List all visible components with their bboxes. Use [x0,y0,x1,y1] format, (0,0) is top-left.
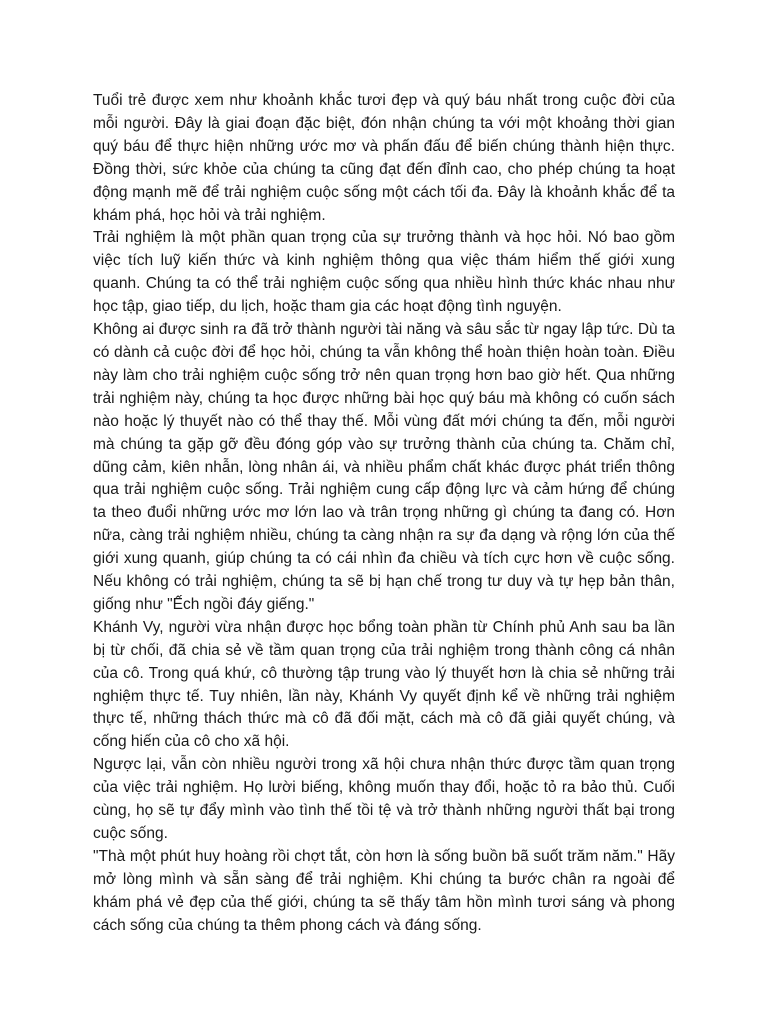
paragraph-counter-argument: Ngược lại, vẫn còn nhiều người trong xã hội chưa nhận thức được tầm quan trọng của việc trải nghiệm. Họ lười biếng, không muốn thay đổi, hoặc tỏ ra bảo thủ. Cuối cùng, họ sẽ tự đẩy mình vào tình thế tồi tệ và trở thành những người thất bại trong cuộc sống. [93,756,675,842]
paragraph-conclusion: "Thà một phút huy hoàng rồi chợt tắt, còn hơn là sống buồn bã suốt trăm năm." Hãy mở lòng mình và sẵn sàng để trải nghiệm. Khi chúng ta bước chân ra ngoài để khám phá vẻ đẹp của thế giới, chúng ta sẽ thấy tâm hồn mình tươi sáng và phong cách sống của chúng ta thêm phong cách và đáng sống. [93,847,675,934]
paragraph-khanh-vy-example: Khánh Vy, người vừa nhận được học bổng toàn phần từ Chính phủ Anh sau ba lần bị từ chối, đã chia sẻ về tầm quan trọng của trải nghiệm trong thành công cá nhân của cô. Trong quá khứ, cô thường tập trung vào lý thuyết hơn là chia sẻ những trải nghiệm thực tế. Tuy nhiên, lần này, Khánh Vy quyết định kể về những trải nghiệm thực tế, những thách thức mà cô đã đối mặt, cách mà cô đã giải quyết chúng, và cống hiến của cô cho xã hội. [93,618,675,751]
paragraph-experience-importance: Không ai được sinh ra đã trở thành người tài năng và sâu sắc từ ngay lập tức. Dù ta có dành cả cuộc đời để học hỏi, chúng ta vẫn không thể hoàn thiện hoàn toàn. Điều này làm cho trải nghiệm cuộc sống trở nên quan trọng hơn bao giờ hết. Qua những trải nghiệm này, chúng ta học được những bài học quý báu mà không có cuốn sách nào hoặc lý thuyết nào có thể thay thế. Mỗi vùng đất mới chúng ta đến, mỗi người mà chúng ta gặp gỡ đều đóng góp vào sự trưởng thành của chúng ta. Chăm chỉ, dũng cảm, kiên nhẫn, lòng nhân ái, và nhiều phẩm chất khác được phát triển thông qua trải nghiệm cuộc sống. Trải nghiệm cung cấp động lực và cảm hứng để chúng ta theo đuổi những ước mơ lớn lao và trân trọng những gì chúng ta đang có. Hơn nữa, càng trải nghiệm nhiều, chúng ta càng nhận ra sự đa dạng và rộng lớn của thế giới xung quanh, giúp chúng ta có cái nhìn đa chiều và tích cực hơn về cuộc sống. Nếu không có trải nghiệm, chúng ta sẽ bị hạn chế trong tư duy và tự hẹp bản thân, giống như "Ếch ngồi đáy giếng." [93,321,675,613]
document-page [93,90,675,938]
paragraph-experience-definition: Trải nghiệm là một phần quan trọng của sự trưởng thành và học hỏi. Nó bao gồm việc tích luỹ kiến thức và kinh nghiệm thông qua việc thám hiểm thế giới xung quanh. Chúng ta có thể trải nghiệm cuộc sống qua nhiều hình thức khác nhau như học tập, giao tiếp, du lịch, hoặc tham gia các hoạt động tình nguyện. [93,229,675,316]
paragraph-youth: Tuổi trẻ được xem như khoảnh khắc tươi đẹp và quý báu nhất trong cuộc đời của mỗi người. Đây là giai đoạn đặc biệt, đón nhận chúng ta với một khoảng thời gian quý báu để thực hiện những ước mơ và phấn đấu để biến chúng thành hiện thực. Đồng thời, sức khỏe của chúng ta cũng đạt đến đỉnh cao, cho phép chúng ta hoạt động mạnh mẽ để trải nghiệm cuộc sống một cách tối đa. Đây là khoảnh khắc để ta khám phá, học hỏi và trải nghiệm. [93,92,675,224]
